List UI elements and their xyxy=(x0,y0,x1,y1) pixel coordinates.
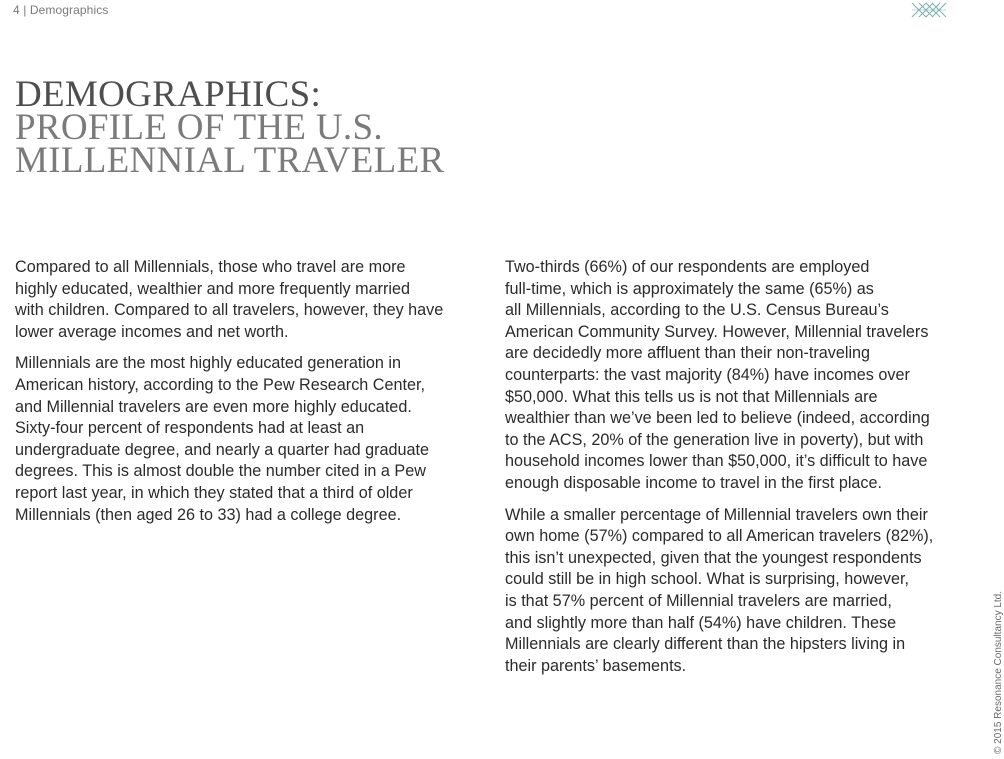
text-line: and slightly more than half (54%) have children. These xyxy=(505,613,897,632)
text-line: is that 57% percent of Millennial travelers are married, xyxy=(505,591,892,610)
text-line: could still be in high school. What is surprising, however, xyxy=(505,570,909,589)
title-line-1: DEMOGRAPHICS: xyxy=(15,74,322,115)
text-line: Sixty-four percent of respondents had at least an xyxy=(15,419,365,438)
text-line: this isn’t unexpected, given that the youngest respondents xyxy=(505,548,922,567)
left-paragraph-2 xyxy=(15,353,470,526)
text-line: American Community Survey. However, Millennial travelers xyxy=(505,322,929,341)
text-line: Two-thirds (66%) of our respondents are employed xyxy=(505,258,870,276)
text-line: Compared to all Millennials, those who travel are more xyxy=(15,258,406,276)
copyright-notice: © 2015 Resonance Consultancy Ltd. xyxy=(993,590,1004,754)
right-column xyxy=(505,257,960,687)
right-paragraph-2 xyxy=(505,505,960,678)
title-line-2: PROFILE OF THE U.S. xyxy=(15,107,383,148)
text-line: lower average incomes and net worth. xyxy=(15,322,289,341)
text-line: report last year, in which they stated that a third of older xyxy=(15,483,413,502)
page-title xyxy=(15,74,445,181)
right-paragraph-1 xyxy=(505,257,960,495)
text-line: own home (57%) compared to all American travelers (82%), xyxy=(505,527,934,546)
text-line: and Millennial travelers are even more highly educated. xyxy=(15,397,412,416)
text-line: with children. Compared to all travelers, however, they have xyxy=(15,301,444,320)
text-line: While a smaller percentage of Millennial travelers own their xyxy=(505,505,928,524)
text-line: Millennials are the most highly educated generation in xyxy=(15,354,402,373)
text-line: enough disposable income to travel in the first place. xyxy=(505,473,883,492)
crosshatch-logo-icon xyxy=(912,2,946,18)
text-line: highly educated, wealthier and more frequently married xyxy=(15,279,411,298)
text-line: their parents’ basements. xyxy=(505,656,687,675)
text-line: to the ACS, 20% of the generation live in poverty), but with xyxy=(505,430,924,449)
text-line: American history, according to the Pew Research Center, xyxy=(15,375,425,394)
text-line: undergraduate degree, and nearly a quarter had graduate xyxy=(15,440,429,459)
title-line-3: MILLENNIAL TRAVELER xyxy=(15,140,445,181)
text-line: Millennials (then aged 26 to 33) had a college degree. xyxy=(15,505,402,524)
text-line: full-time, which is approximately the same (65%) as xyxy=(505,279,874,298)
left-paragraph-1 xyxy=(15,257,470,343)
text-line: are decidedly more affluent than their non-traveling xyxy=(505,344,871,363)
text-line: wealthier than we’ve been led to believe (indeed, according xyxy=(505,409,930,428)
text-line: household incomes lower than $50,000, it’s difficult to have xyxy=(505,452,928,471)
text-line: counterparts: the vast majority (84%) have incomes over xyxy=(505,365,910,384)
text-line: $50,000. What this tells us is not that Millennials are xyxy=(505,387,878,406)
left-column xyxy=(15,257,470,536)
text-line: Millennials are clearly different than the hipsters living in xyxy=(505,635,906,654)
text-line: degrees. This is almost double the number cited in a Pew xyxy=(15,462,426,481)
page-header-label: 4 | Demographics xyxy=(13,3,109,17)
text-line: all Millennials, according to the U.S. Census Bureau’s xyxy=(505,301,889,320)
